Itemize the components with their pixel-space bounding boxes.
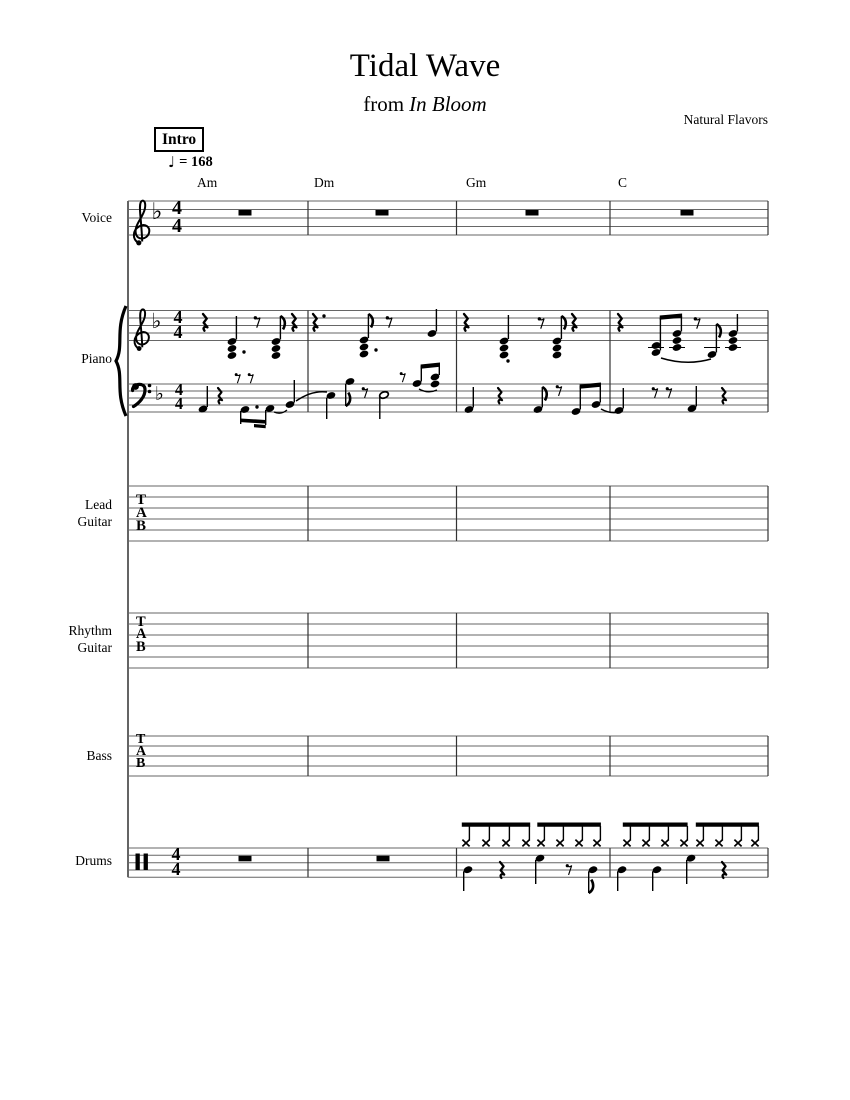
staff-label-bass: Bass (86, 748, 112, 763)
staff-label-lead-line1: Lead (85, 497, 112, 512)
time-sig-drums-denominator: 4 (171, 858, 181, 879)
lead-guitar-barlines (308, 486, 768, 541)
tab-letter-a: A (136, 626, 147, 643)
time-sig-drums-numerator: 4 (171, 843, 181, 864)
piano-bass-staff-lines (128, 379, 768, 412)
percussion-clef-icon (136, 854, 148, 871)
tempo-text: = 168 (179, 153, 213, 170)
staff-label-lead-line2: Guitar (77, 513, 112, 529)
drums-staff-lines (128, 843, 768, 877)
flat-sign-piano-treble: ♭ (151, 309, 162, 333)
time-sig-piano-bass-numerator: 4 (174, 379, 184, 399)
tab-clef-bass (136, 734, 146, 770)
page-title: Tidal Wave (349, 48, 501, 84)
flat-sign-voice: ♭ (151, 199, 163, 225)
rhythm-guitar-barlines (308, 613, 768, 668)
tab-letter-b: B (136, 756, 146, 771)
time-sig-piano-bass-denominator: 4 (174, 393, 184, 413)
tab-clef-lead-guitar (136, 494, 147, 532)
tab-letter-b: B (136, 638, 146, 655)
lead-guitar-tab-lines (128, 486, 768, 541)
voice-whole-rests (239, 210, 694, 216)
staff-label-drums: Drums (75, 853, 112, 868)
chord-symbol-m2: Dm (314, 175, 335, 190)
composer-credit: Natural Flavors (683, 112, 768, 127)
tab-letter-b: B (136, 517, 147, 534)
rhythm-guitar-tab-lines (128, 613, 768, 668)
subtitle-prefix: from (363, 92, 405, 116)
flat-sign-piano-bass: ♭ (155, 383, 164, 405)
staff-label-lead-guitar (10, 497, 112, 530)
staff-label-rhythm-line1: Rhythm (68, 623, 112, 638)
time-sig-voice-numerator: 4 (172, 197, 182, 219)
quarter-note-icon: ♩ (168, 153, 176, 171)
drums-whole-rests (239, 856, 390, 862)
time-sig-piano-treble-denominator: 4 (173, 322, 183, 342)
treble-clef-icon (134, 201, 149, 246)
piano-brace (116, 306, 126, 416)
staff-label-piano: Piano (81, 351, 112, 366)
tab-letter-t: T (136, 492, 147, 508)
voice-staff-lines (128, 197, 768, 235)
tab-letter-a: A (136, 504, 147, 521)
tempo-marking (168, 153, 213, 171)
tab-letter-t: T (136, 732, 146, 747)
bass-clef-icon (132, 383, 151, 406)
time-sig-voice-denominator: 4 (172, 214, 182, 237)
chord-symbol-m1: Am (197, 175, 218, 190)
rehearsal-mark: Intro (154, 127, 204, 152)
time-sig-piano-treble-numerator: 4 (173, 307, 183, 327)
staff-label-voice: Voice (81, 210, 112, 225)
tab-letter-t: T (136, 614, 146, 630)
staff-label-rhythm-guitar (10, 623, 112, 656)
staff-label-rhythm-line2: Guitar (77, 639, 112, 655)
tab-letter-a: A (136, 744, 147, 759)
tab-clef-rhythm-guitar (136, 616, 146, 653)
chord-symbol-m4: C (618, 175, 628, 190)
piano-treble-notes (203, 309, 741, 363)
subtitle-work-title: In Bloom (409, 92, 487, 116)
piano-bass-notes (198, 363, 726, 429)
chord-symbol-m3: Gm (466, 175, 487, 190)
bass-tab-lines (128, 732, 768, 776)
piano-treble-clef-icon (135, 309, 149, 351)
